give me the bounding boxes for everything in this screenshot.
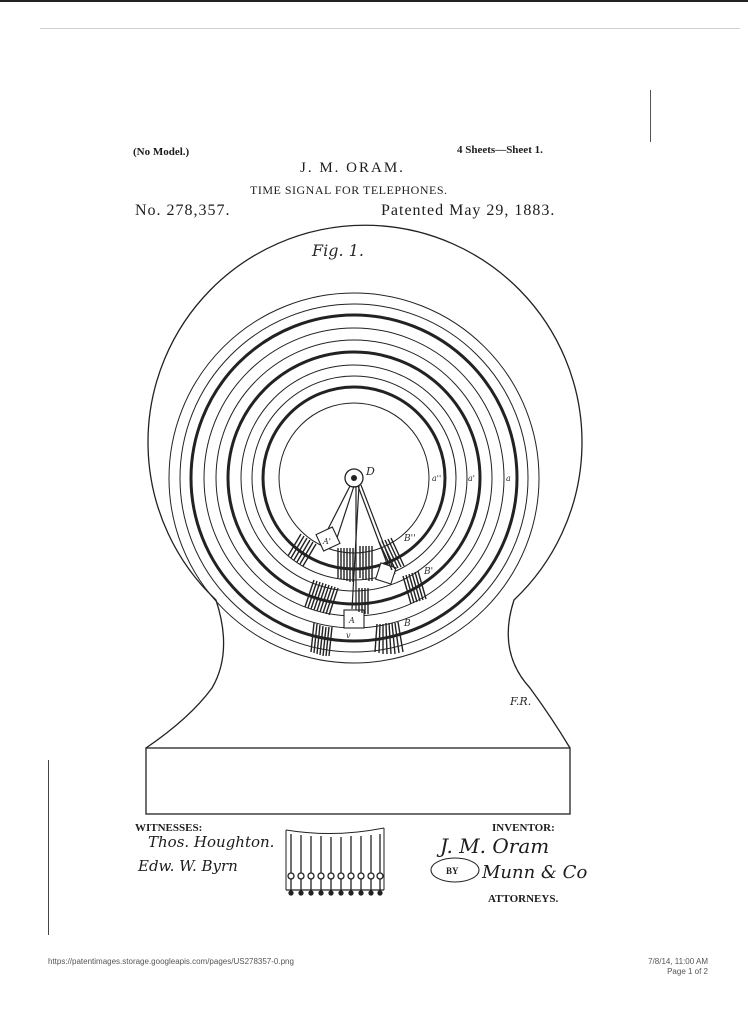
ref-label-A: A (349, 616, 355, 625)
print-timestamp: 7/8/14, 11:00 AM (648, 957, 708, 966)
figure-label: Fig. 1. (312, 241, 364, 260)
inventor-signature: J. M. Oram (440, 834, 550, 858)
inventor-name: J. M. ORAM. (300, 160, 405, 176)
by-label: BY (446, 866, 459, 876)
no-model-note: (No Model.) (133, 146, 190, 158)
ref-label-a-prime: a' (468, 474, 475, 483)
patent-title: TIME SIGNAL FOR TELEPHONES. (250, 183, 448, 197)
page-number: Page 1 of 2 (667, 967, 708, 976)
source-url: https://patentimages.storage.googleapis.com/pages/US278357-0.png (48, 957, 294, 966)
attorneys-signature: Munn & Co (482, 862, 588, 883)
ref-label-B-prime: B' (424, 567, 434, 577)
ref-label-a-double: a'' (432, 474, 442, 483)
attorneys-label: ATTORNEYS. (488, 893, 559, 905)
inventor-label: INVENTOR: (492, 822, 555, 834)
clock-case (146, 225, 582, 814)
ref-label-v: v (346, 631, 351, 640)
ref-label-B: B (404, 619, 411, 629)
ref-label-A-prime: A' (323, 537, 331, 546)
witness-signature-2: Edw. W. Byrn (138, 857, 238, 875)
ref-label-D: D (366, 465, 375, 478)
center-hub (345, 469, 363, 487)
patent-date: Patented May 29, 1883. (381, 202, 556, 219)
witness-signature-1: Thos. Houghton. (148, 833, 275, 851)
ref-label-a: a (506, 474, 511, 483)
ref-label-FR: F.R. (510, 695, 532, 708)
sheet-count: 4 Sheets—Sheet 1. (457, 144, 543, 156)
patent-number: No. 278,357. (135, 202, 231, 219)
witnesses-label: WITNESSES: (135, 822, 203, 834)
contact-strip-pins (288, 834, 383, 895)
ref-label-B-double: B'' (404, 534, 416, 544)
